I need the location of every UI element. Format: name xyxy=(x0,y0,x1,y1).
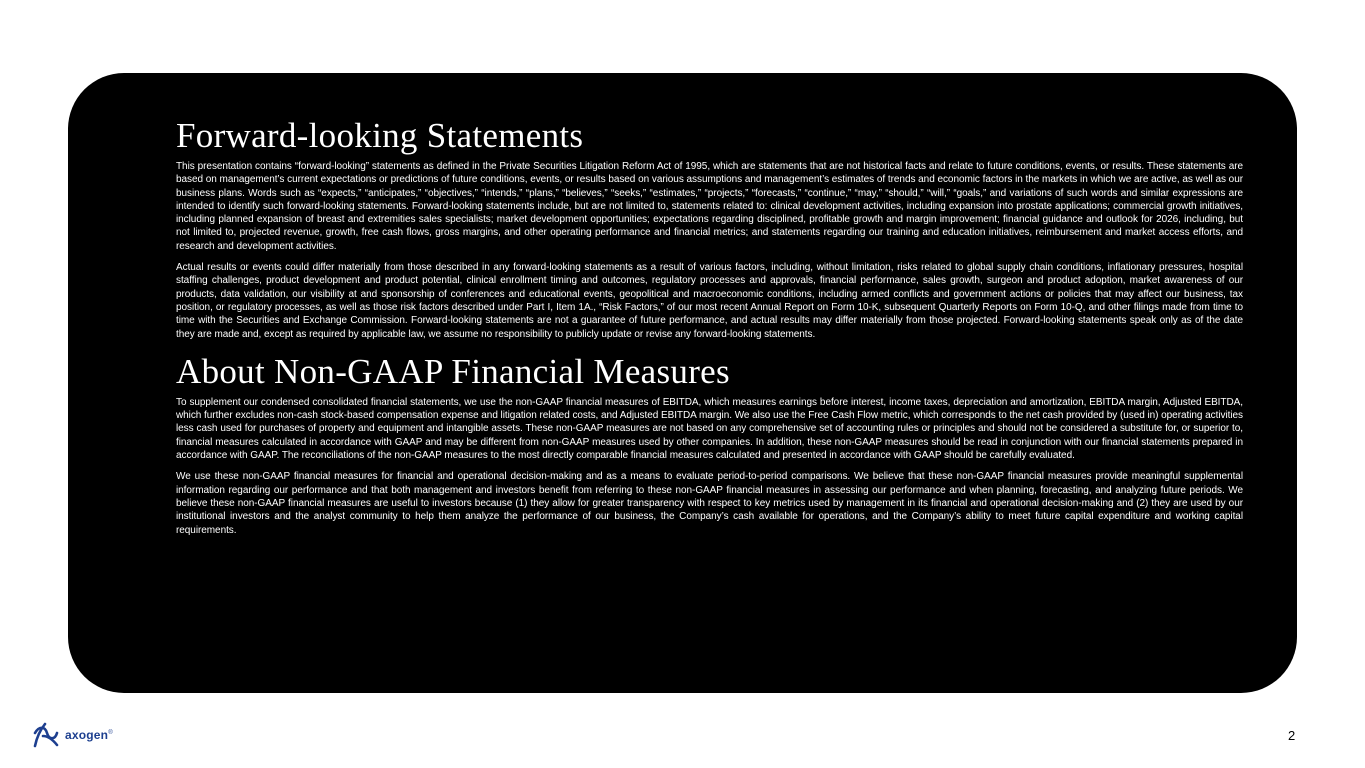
page-number: 2 xyxy=(1288,728,1296,743)
non-gaap-heading: About Non-GAAP Financial Measures xyxy=(176,351,730,391)
content-area xyxy=(176,113,1243,537)
axogen-logo xyxy=(31,720,113,750)
axogen-logo-mark-icon xyxy=(31,721,59,749)
forward-looking-heading: Forward-looking Statements xyxy=(176,116,584,155)
non-gaap-paragraph-1: To supplement our condensed consolidated financial statements, we use the non-GAAP financial measures of EBITDA, which measures earnings before interest, income taxes, depreciation and amortization, EBITDA margin, Adjusted EBITDA, which further excludes non-cash stock-based compensation expense and litigation related costs, and Adjusted EBITDA margin. We also use the Free Cash Flow metric, which corresponds to the net cash provided by (used in) operating activities less cash used for purchases of property and equipment and intangible assets. These non-GAAP measures are not based on any comprehensive set of accounting rules or principles and should not be considered a substitute for, or superior to, financial measures calculated in accordance with GAAP and may be different from non-GAAP measures used by other companies. In addition, these non-GAAP measures should be read in conjunction with our financial statements prepared in accordance with GAAP. The reconciliations of the non-GAAP measures to the most directly comparable financial measures calculated and presented in accordance with GAAP should be carefully evaluated. xyxy=(176,396,1243,462)
non-gaap-paragraph-2: We use these non-GAAP financial measures for financial and operational decision-making and as a means to evaluate period-to-period comparisons. We believe that these non-GAAP financial measures provide meaningful supplemental information regarding our performance and that both management and investors benefit from referring to these non-GAAP financial measures in assessing our performance and when planning, forecasting, and analyzing future periods. We believe these non-GAAP financial measures are useful to investors because (1) they allow for greater transparency with respect to key metrics used by management in its financial and operational decision-making and (2) they are used by our institutional investors and the analyst community to help them analyze the performance of our business, the Company’s cash available for operations, and the Company’s ability to meet future capital expenditure and working capital requirements. xyxy=(176,471,1243,536)
forward-looking-paragraph-2: Actual results or events could differ materially from those described in any forward-looking statements as a result of various factors, including, without limitation, risks related to global supply chain conditions, inflationary pressures, hospital staffing challenges, product development and product potential, clinical enrollment timing and outcomes, regulatory processes and approvals, financial performance, sales growth, surgeon and product adoption, market awareness of our products, data validation, our visibility at and sponsorship of conferences and educational events, geopolitical and macroeconomic conditions, including armed conflicts and government actions or policies that may affect our business, tax position, or regulatory processes, as well as those risk factors described under Part I, Item 1A., “Risk Factors,” of our most recent Annual Report on Form 10-K, subsequent Quarterly Reports on Form 10-Q, and other filings made from time to time with the Securities and Exchange Commission. Forward-looking statements are not a guarantee of future performance, and actual results may differ materially from those projected. Forward-looking statements speak only as of the date they are made and, except as required by applicable law, we assume no responsibility to publicly update or revise any forward-looking statements. xyxy=(176,262,1243,340)
forward-looking-paragraph-1: This presentation contains “forward-looking” statements as defined in the Private Securities Litigation Reform Act of 1995, which are statements that are not historical facts and relate to future conditions, events, or results. These statements are based on management’s current expectations or predictions of future conditions, events, or results based on various assumptions and management’s estimates of trends and economic factors in the markets in which we are active, as well as our business plans. Words such as “expects,” “anticipates,” “objectives,” “intends,” “plans,” “believes,” “seeks,” “estimates,” “projects,” “forecasts,” “continue,” “may,” “should,” “will,” “goals,” and variations of such words and similar expressions are intended to identify such forward-looking statements. Forward-looking statements include, but are not limited to, statements related to: clinical development activities, including expansion into prostate applications; commercial growth initiatives, including planned expansion of breast and extremities sales specialists; market development opportunities; expectations regarding disciplined, profitable growth and margin improvement; financial guidance and outlook for 2026, including, but not limited to, projected revenue, growth, free cash flows, gross margins, and other operating performance and financial metrics; and statements regarding our training and education initiatives, reimbursement and market access efforts, and research and development activities. xyxy=(176,161,1243,252)
content-panel xyxy=(68,73,1297,693)
axogen-logo-text: axogen® xyxy=(65,728,113,742)
